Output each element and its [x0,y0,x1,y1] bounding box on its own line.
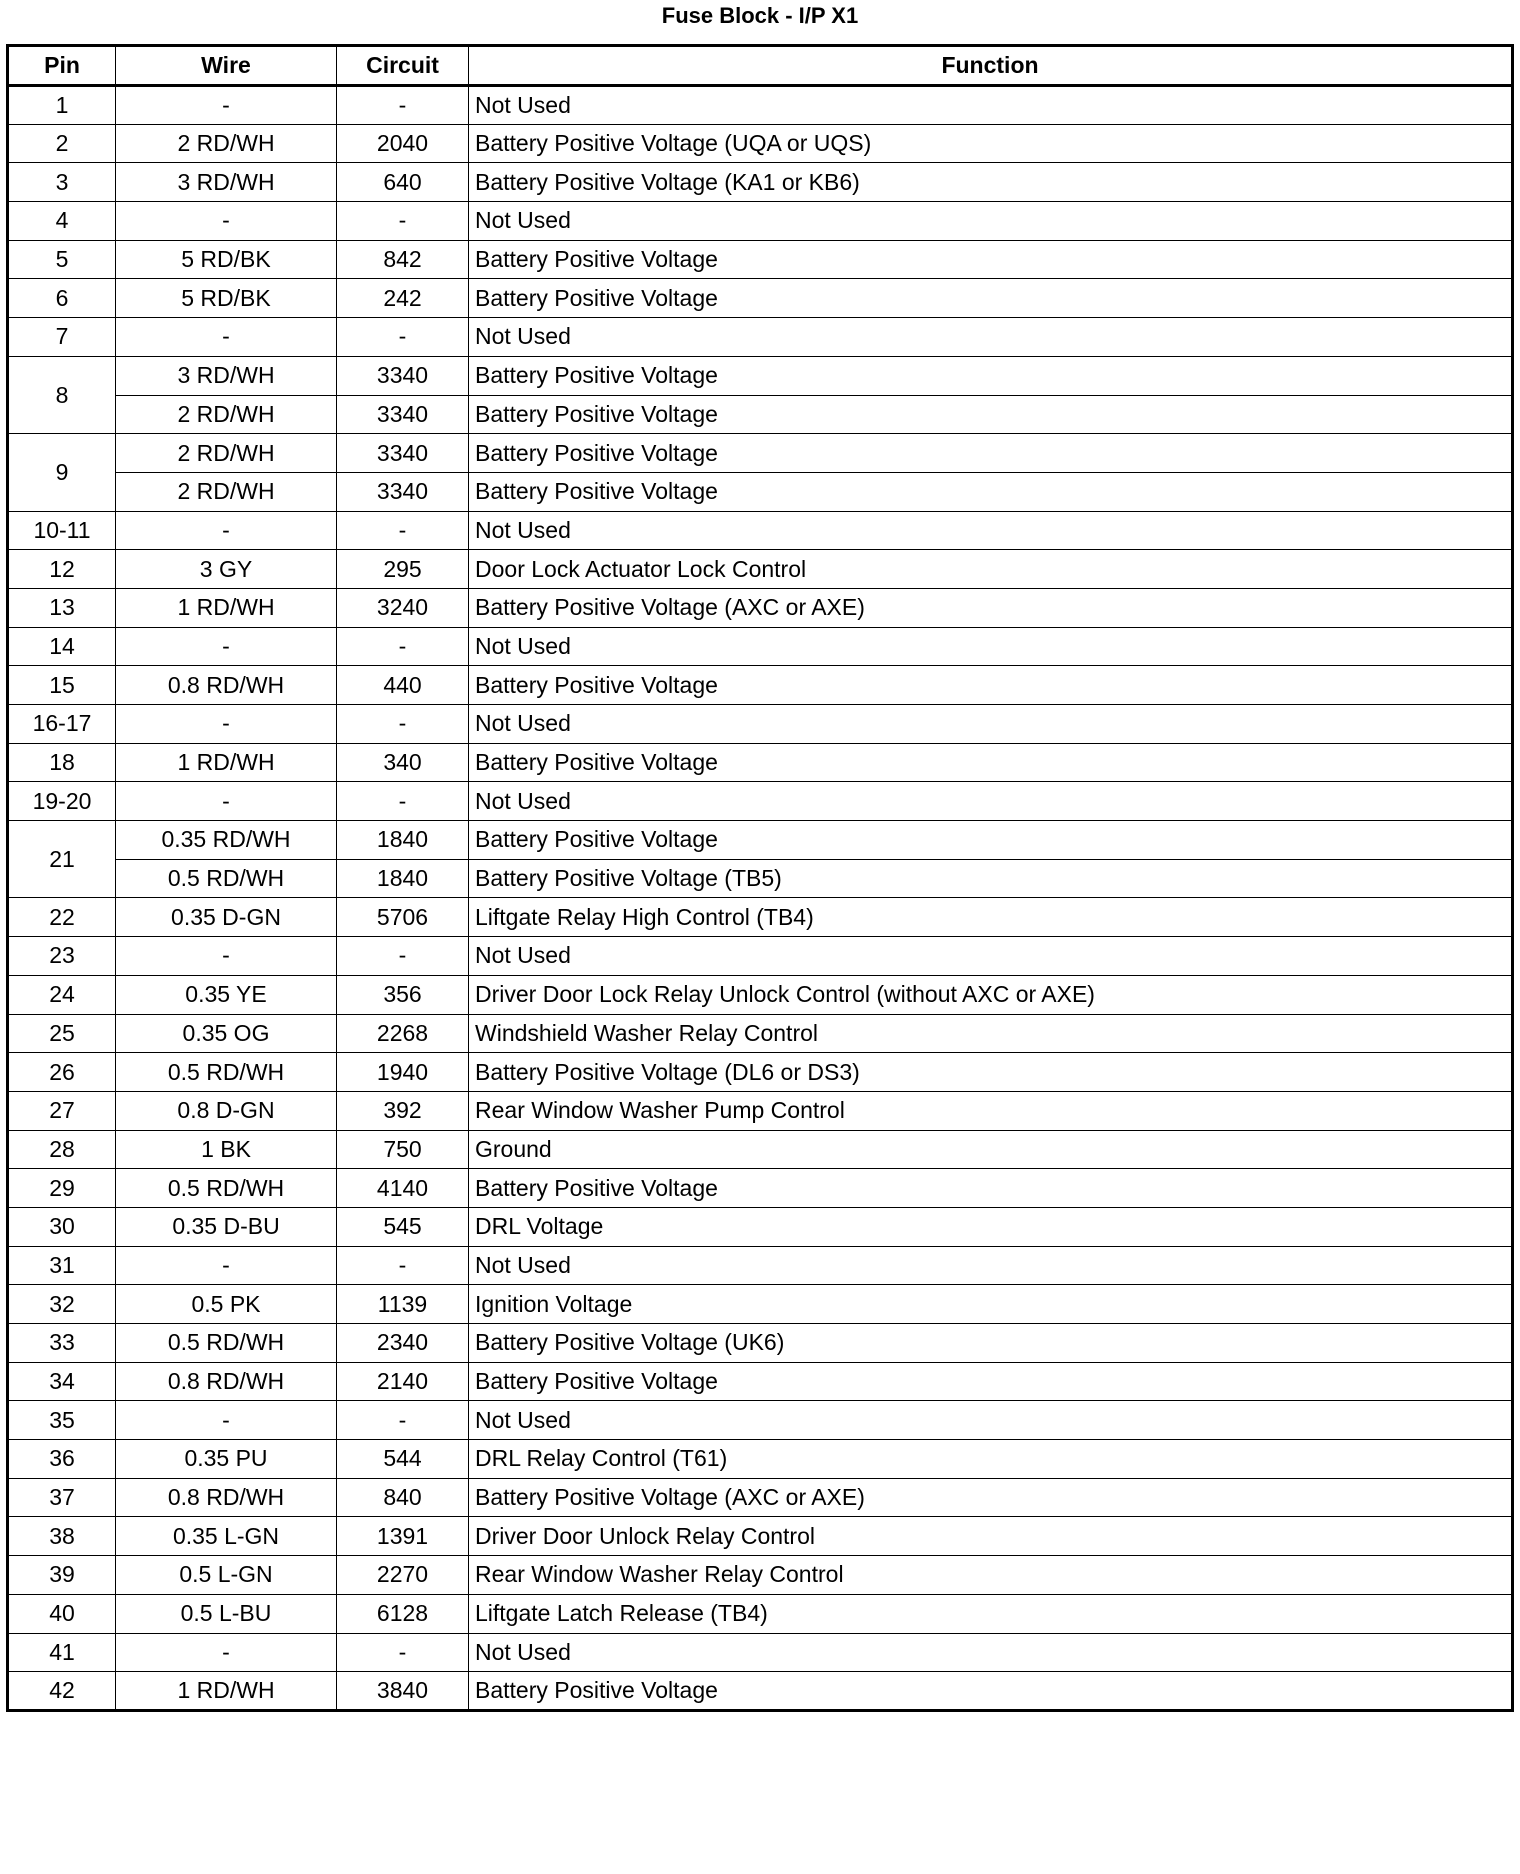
wire-cell: 0.8 RD/WH [116,666,337,705]
table-row [8,124,1513,163]
circuit-cell: 1391 [337,1517,469,1556]
circuit-cell: - [337,1633,469,1672]
pin-cell: 2 [8,124,116,163]
table-row [8,1130,1513,1169]
table-row [8,627,1513,666]
function-cell: Battery Positive Voltage (AXC or AXE) [469,588,1513,627]
wire-cell: - [116,627,337,666]
wire-cell: 0.35 YE [116,975,337,1014]
table-row [8,472,1513,511]
table-row [8,937,1513,976]
wire-cell: - [116,318,337,357]
function-cell: Not Used [469,705,1513,744]
wire-cell: - [116,1633,337,1672]
circuit-cell: 1139 [337,1285,469,1324]
table-row [8,356,1513,395]
table-row [8,1517,1513,1556]
pin-cell: 30 [8,1207,116,1246]
circuit-cell: 3340 [337,395,469,434]
pin-cell: 13 [8,588,116,627]
function-cell: Battery Positive Voltage [469,821,1513,860]
table-row [8,1246,1513,1285]
circuit-cell: 3840 [337,1672,469,1711]
pin-cell: 39 [8,1556,116,1595]
wire-cell: 3 RD/WH [116,356,337,395]
pin-cell: 42 [8,1672,116,1711]
table-row [8,1672,1513,1711]
function-cell: Ground [469,1130,1513,1169]
circuit-cell: 3340 [337,356,469,395]
wire-cell: - [116,1246,337,1285]
pin-cell: 3 [8,163,116,202]
wire-cell: 0.8 D-GN [116,1091,337,1130]
table-row [8,318,1513,357]
header-circuit: Circuit [337,46,469,86]
wire-cell: - [116,86,337,125]
function-cell: Not Used [469,1401,1513,1440]
wire-cell: 1 BK [116,1130,337,1169]
wire-cell: 1 RD/WH [116,588,337,627]
wire-cell: - [116,937,337,976]
pin-cell: 23 [8,937,116,976]
circuit-cell: - [337,627,469,666]
circuit-cell: 840 [337,1478,469,1517]
pin-cell: 22 [8,898,116,937]
wire-cell: - [116,202,337,241]
table-row [8,240,1513,279]
function-cell: Windshield Washer Relay Control [469,1014,1513,1053]
table-row [8,1478,1513,1517]
header-pin: Pin [8,46,116,86]
wire-cell: 3 GY [116,550,337,589]
table-row [8,434,1513,473]
pin-cell: 14 [8,627,116,666]
pin-cell: 33 [8,1324,116,1363]
circuit-cell: 6128 [337,1594,469,1633]
function-cell: Battery Positive Voltage [469,395,1513,434]
function-cell: Driver Door Lock Relay Unlock Control (without AXC or AXE) [469,975,1513,1014]
circuit-cell: 1840 [337,859,469,898]
table-row [8,279,1513,318]
table-row [8,898,1513,937]
table-row [8,1207,1513,1246]
table-row [8,1633,1513,1672]
pin-cell: 21 [8,821,116,898]
wire-cell: 0.35 PU [116,1440,337,1479]
function-cell: Rear Window Washer Pump Control [469,1091,1513,1130]
function-cell: Battery Positive Voltage [469,434,1513,473]
function-cell: Battery Positive Voltage (AXC or AXE) [469,1478,1513,1517]
table-row [8,1556,1513,1595]
function-cell: DRL Relay Control (T61) [469,1440,1513,1479]
circuit-cell: - [337,1401,469,1440]
wire-cell: 2 RD/WH [116,472,337,511]
circuit-cell: 340 [337,743,469,782]
table-row [8,1014,1513,1053]
function-cell: Not Used [469,1246,1513,1285]
pin-cell: 34 [8,1362,116,1401]
wire-cell: 0.5 PK [116,1285,337,1324]
pin-cell: 24 [8,975,116,1014]
document-title: Fuse Block - I/P X1 [661,3,859,28]
circuit-cell: 3340 [337,434,469,473]
wire-cell: - [116,511,337,550]
wire-cell: 0.5 L-BU [116,1594,337,1633]
wire-cell: 0.8 RD/WH [116,1362,337,1401]
pin-cell: 28 [8,1130,116,1169]
circuit-cell: - [337,782,469,821]
circuit-cell: 2040 [337,124,469,163]
wire-cell: 0.5 RD/WH [116,859,337,898]
table-row [8,743,1513,782]
function-cell: Not Used [469,202,1513,241]
circuit-cell: 2270 [337,1556,469,1595]
function-cell: Not Used [469,1633,1513,1672]
circuit-cell: - [337,318,469,357]
pin-cell: 25 [8,1014,116,1053]
pin-cell: 35 [8,1401,116,1440]
circuit-cell: 3340 [337,472,469,511]
table-row [8,550,1513,589]
table-row [8,782,1513,821]
wire-cell: 2 RD/WH [116,124,337,163]
circuit-cell: 750 [337,1130,469,1169]
function-cell: Liftgate Latch Release (TB4) [469,1594,1513,1633]
wire-cell: 2 RD/WH [116,395,337,434]
pin-cell: 32 [8,1285,116,1324]
circuit-cell: 356 [337,975,469,1014]
pin-cell: 8 [8,356,116,433]
pin-cell: 38 [8,1517,116,1556]
table-row [8,395,1513,434]
function-cell: Not Used [469,782,1513,821]
table-row [8,1091,1513,1130]
table-row [8,511,1513,550]
pin-cell: 7 [8,318,116,357]
table-row [8,1401,1513,1440]
table-row [8,859,1513,898]
pin-cell: 27 [8,1091,116,1130]
pin-cell: 31 [8,1246,116,1285]
function-cell: Battery Positive Voltage [469,1672,1513,1711]
table-row [8,1285,1513,1324]
wire-cell: 0.5 RD/WH [116,1053,337,1092]
pin-cell: 10-11 [8,511,116,550]
function-cell: Battery Positive Voltage [469,279,1513,318]
function-cell: Battery Positive Voltage [469,240,1513,279]
circuit-cell: 2140 [337,1362,469,1401]
function-cell: Not Used [469,511,1513,550]
header-function: Function [469,46,1513,86]
circuit-cell: 545 [337,1207,469,1246]
circuit-cell: 242 [337,279,469,318]
pin-cell: 18 [8,743,116,782]
circuit-cell: 842 [337,240,469,279]
wire-cell: 0.5 RD/WH [116,1324,337,1363]
pin-cell: 16-17 [8,705,116,744]
circuit-cell: - [337,202,469,241]
circuit-cell: 2268 [337,1014,469,1053]
table-row [8,163,1513,202]
function-cell: Driver Door Unlock Relay Control [469,1517,1513,1556]
circuit-cell: - [337,705,469,744]
function-cell: Battery Positive Voltage [469,1169,1513,1208]
wire-cell: 0.35 L-GN [116,1517,337,1556]
wire-cell: 5 RD/BK [116,279,337,318]
wire-cell: - [116,1401,337,1440]
circuit-cell: - [337,937,469,976]
pin-cell: 37 [8,1478,116,1517]
function-cell: Door Lock Actuator Lock Control [469,550,1513,589]
circuit-cell: - [337,511,469,550]
wire-cell: 0.8 RD/WH [116,1478,337,1517]
circuit-cell: 1940 [337,1053,469,1092]
pin-cell: 4 [8,202,116,241]
pin-cell: 40 [8,1594,116,1633]
circuit-cell: 1840 [337,821,469,860]
function-cell: Not Used [469,86,1513,125]
table-row [8,1594,1513,1633]
table-row [8,1169,1513,1208]
function-cell: Not Used [469,627,1513,666]
table-row [8,202,1513,241]
circuit-cell: 544 [337,1440,469,1479]
function-cell: Battery Positive Voltage (TB5) [469,859,1513,898]
circuit-cell: 440 [337,666,469,705]
function-cell: Rear Window Washer Relay Control [469,1556,1513,1595]
table-header-row [8,46,1513,86]
wire-cell: 3 RD/WH [116,163,337,202]
pin-cell: 36 [8,1440,116,1479]
function-cell: Liftgate Relay High Control (TB4) [469,898,1513,937]
wire-cell: 0.35 RD/WH [116,821,337,860]
pin-cell: 12 [8,550,116,589]
wire-cell: 5 RD/BK [116,240,337,279]
wire-cell: 1 RD/WH [116,743,337,782]
function-cell: Battery Positive Voltage (DL6 or DS3) [469,1053,1513,1092]
pin-cell: 26 [8,1053,116,1092]
pin-cell: 5 [8,240,116,279]
pin-cell: 19-20 [8,782,116,821]
wire-cell: 0.5 L-GN [116,1556,337,1595]
circuit-cell: 640 [337,163,469,202]
function-cell: Battery Positive Voltage [469,1362,1513,1401]
pin-cell: 9 [8,434,116,511]
function-cell: Battery Positive Voltage [469,666,1513,705]
circuit-cell: 5706 [337,898,469,937]
wire-cell: 2 RD/WH [116,434,337,473]
pin-cell: 41 [8,1633,116,1672]
function-cell: Battery Positive Voltage (UQA or UQS) [469,124,1513,163]
table-row [8,86,1513,125]
function-cell: Battery Positive Voltage (UK6) [469,1324,1513,1363]
circuit-cell: 295 [337,550,469,589]
function-cell: Battery Positive Voltage [469,356,1513,395]
pin-cell: 29 [8,1169,116,1208]
circuit-cell: - [337,86,469,125]
pin-cell: 1 [8,86,116,125]
header-wire: Wire [116,46,337,86]
function-cell: Battery Positive Voltage (KA1 or KB6) [469,163,1513,202]
circuit-cell: 3240 [337,588,469,627]
wire-cell: 0.35 D-BU [116,1207,337,1246]
function-cell: DRL Voltage [469,1207,1513,1246]
circuit-cell: - [337,1246,469,1285]
wire-cell: 1 RD/WH [116,1672,337,1711]
circuit-cell: 392 [337,1091,469,1130]
function-cell: Not Used [469,937,1513,976]
wire-cell: 0.35 D-GN [116,898,337,937]
function-cell: Battery Positive Voltage [469,472,1513,511]
circuit-cell: 4140 [337,1169,469,1208]
table-row [8,588,1513,627]
circuit-cell: 2340 [337,1324,469,1363]
function-cell: Ignition Voltage [469,1285,1513,1324]
wire-cell: 0.5 RD/WH [116,1169,337,1208]
table-row [8,1324,1513,1363]
table-row [8,705,1513,744]
wire-cell: - [116,705,337,744]
table-body [8,86,1513,1711]
table-row [8,975,1513,1014]
table-row [8,1362,1513,1401]
function-cell: Battery Positive Voltage [469,743,1513,782]
table-row [8,821,1513,860]
function-cell: Not Used [469,318,1513,357]
wire-cell: 0.35 OG [116,1014,337,1053]
pin-table [6,44,1514,1712]
table-row [8,666,1513,705]
pin-cell: 15 [8,666,116,705]
table-row [8,1053,1513,1092]
pin-cell: 6 [8,279,116,318]
table-row [8,1440,1513,1479]
wire-cell: - [116,782,337,821]
